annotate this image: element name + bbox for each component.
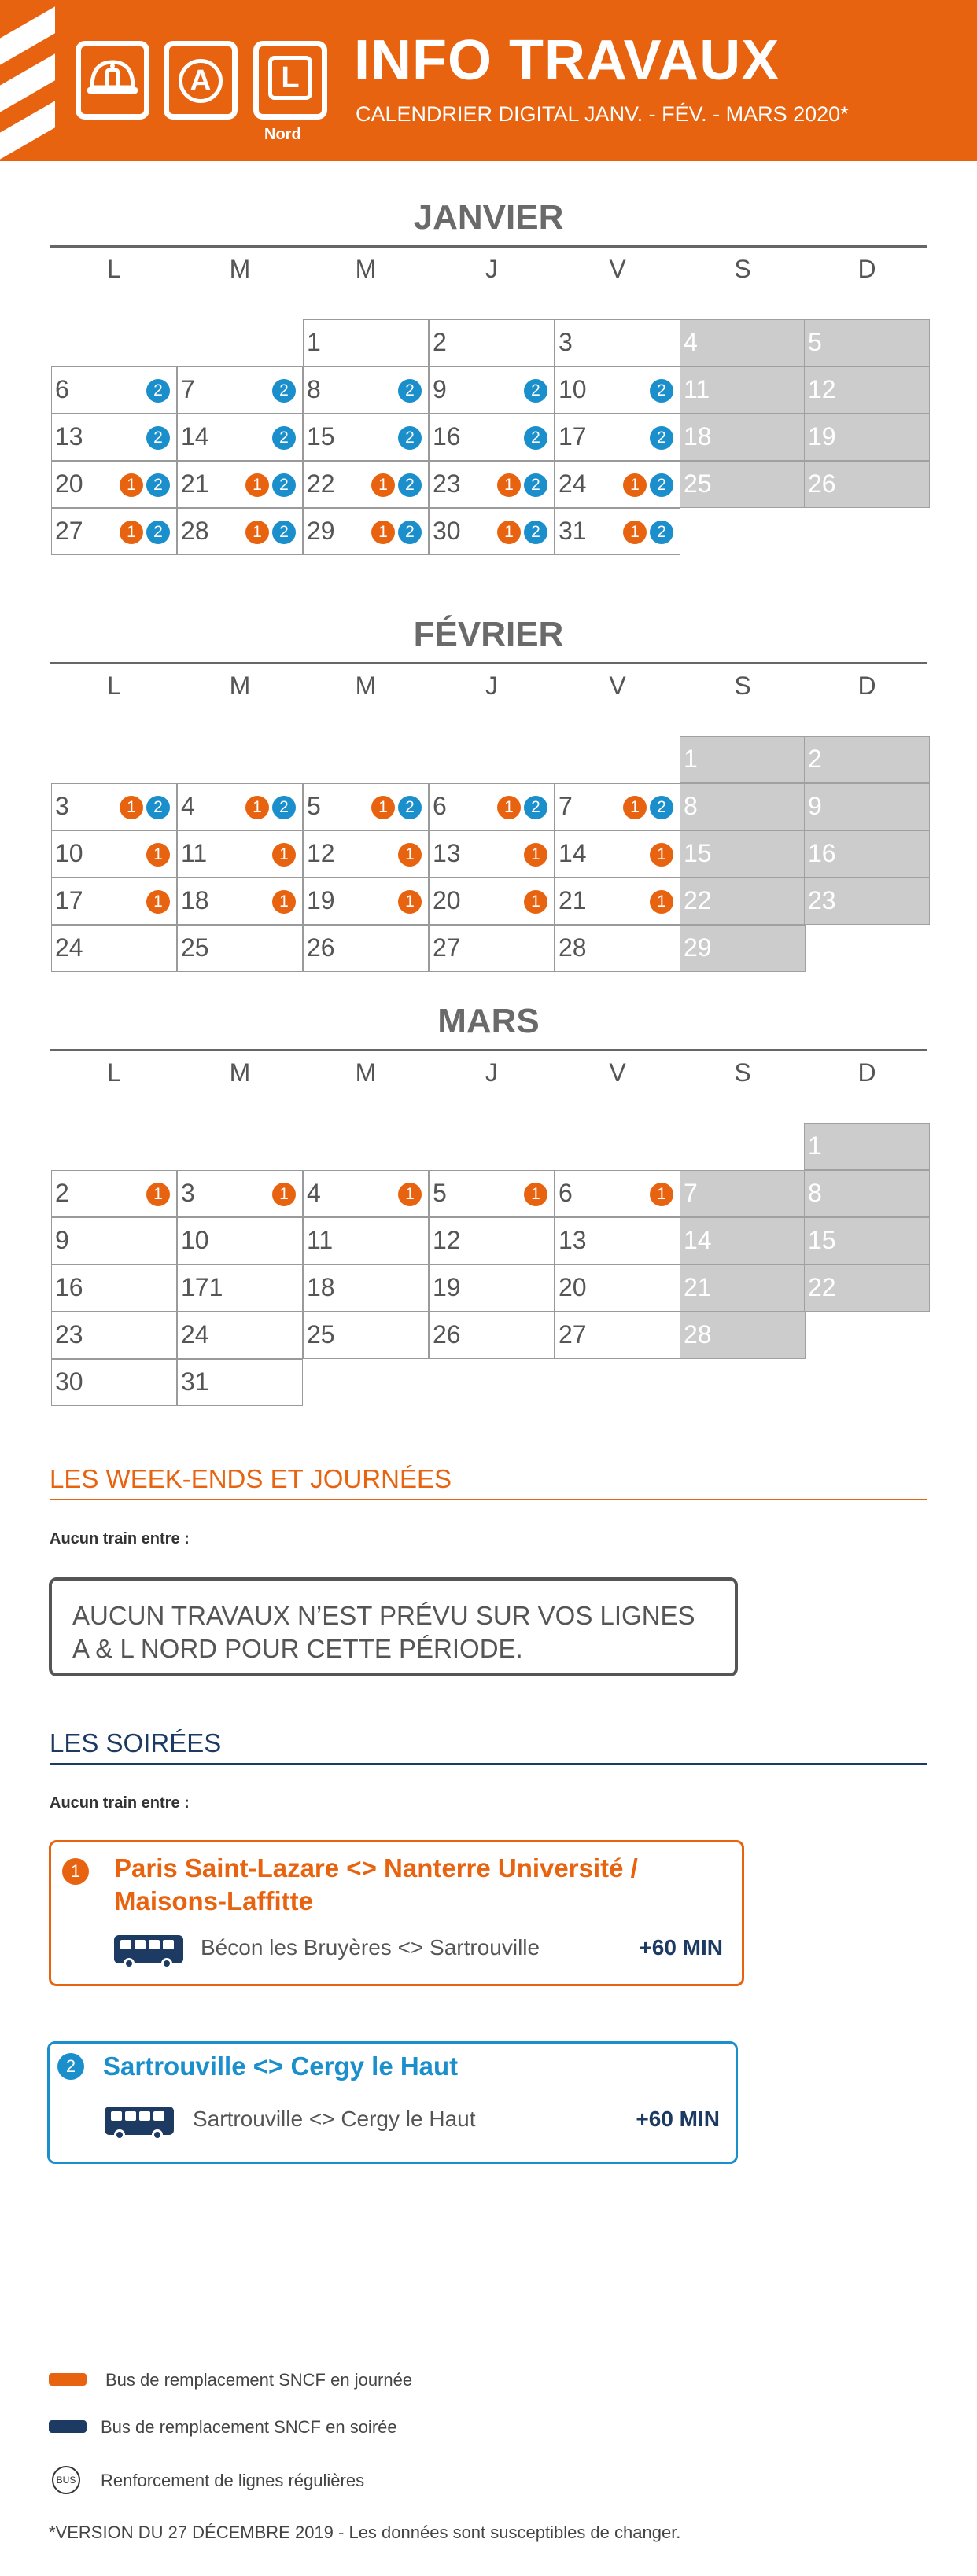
calendar-day <box>51 1264 177 1312</box>
line-2-badge: 2 <box>146 379 170 403</box>
calendar-day-weekend <box>804 461 930 508</box>
day-number: 9 <box>433 375 447 403</box>
line-2-badge: 2 <box>57 2053 84 2080</box>
calendar-day <box>429 830 555 878</box>
day-number: 26 <box>307 933 335 962</box>
day-number: 17 <box>55 886 83 914</box>
day-number: 20 <box>433 886 461 914</box>
day-number: 25 <box>307 1320 335 1349</box>
day-number: 4 <box>684 328 698 356</box>
calendar-day <box>555 508 680 555</box>
calendar-day <box>555 366 680 414</box>
evenings-section-rule <box>50 1763 927 1765</box>
calendar-day <box>303 1217 429 1264</box>
calendar-day <box>51 1170 177 1217</box>
route-title-line-2: Sartrouville <> Cergy le Haut <box>103 2052 459 2081</box>
weekday-header: D <box>857 255 876 283</box>
weekday-header: S <box>734 255 751 283</box>
day-number: 12 <box>808 375 836 403</box>
line-2-badge: 2 <box>398 473 422 497</box>
calendar-day <box>303 1312 429 1359</box>
day-number: 2 <box>55 1179 69 1207</box>
day-number: 25 <box>684 469 712 498</box>
day-number: 6 <box>559 1179 573 1207</box>
day-number: 9 <box>808 792 822 820</box>
calendar-day <box>51 925 177 972</box>
day-number: 30 <box>55 1367 83 1396</box>
day-number: 19 <box>307 886 335 914</box>
calendar-day <box>429 508 555 555</box>
calendar-day <box>429 878 555 925</box>
calendar-day <box>555 1312 680 1359</box>
calendar-day <box>303 830 429 878</box>
calendar-day-weekend <box>804 319 930 366</box>
calendar-day <box>555 414 680 461</box>
calendar-day <box>429 783 555 830</box>
line-l-caption: Nord <box>264 126 301 143</box>
day-number: 11 <box>307 1226 334 1254</box>
month-title: JANVIER <box>413 198 564 237</box>
day-number: 3 <box>181 1179 195 1207</box>
day-number: 1 <box>808 1132 822 1160</box>
page-title: INFO TRAVAUX <box>354 29 780 92</box>
calendar-day <box>555 461 680 508</box>
line-2-badge: 2 <box>650 426 673 450</box>
line-2-badge: 2 <box>146 473 170 497</box>
line-a-label: A <box>179 59 223 103</box>
line-2-badge: 2 <box>146 521 170 544</box>
calendar-day <box>555 319 680 366</box>
calendar-day-weekend <box>680 1170 806 1217</box>
calendar-day <box>177 1170 303 1217</box>
calendar-day-weekend <box>804 1123 930 1170</box>
day-number: 11 <box>684 375 710 403</box>
line-1-badge: 1 <box>650 1183 673 1206</box>
day-number: 13 <box>433 839 461 867</box>
line-1-badge: 1 <box>245 473 269 497</box>
line-1-badge: 1 <box>272 843 296 867</box>
weekday-header: V <box>609 255 626 283</box>
line-1-badge: 1 <box>650 843 673 867</box>
day-number: 19 <box>808 422 836 451</box>
line-1-badge: 1 <box>146 890 170 914</box>
weekday-header: M <box>229 672 251 700</box>
calendar-day-weekend <box>680 319 806 366</box>
day-number: 14 <box>181 422 209 451</box>
day-bus-icon <box>49 2373 87 2386</box>
calendar-day <box>177 508 303 555</box>
calendar-day-weekend <box>680 1264 806 1312</box>
line-2-badge: 2 <box>398 796 422 819</box>
line-2-badge: 2 <box>650 473 673 497</box>
weekday-header: S <box>734 1058 751 1087</box>
calendar-day <box>429 1312 555 1359</box>
calendar-day <box>303 319 429 366</box>
day-number: 31 <box>559 517 587 545</box>
line-1-badge: 1 <box>371 521 395 544</box>
calendar-day <box>303 1170 429 1217</box>
day-number: 16 <box>55 1273 83 1301</box>
line-1-badge: 1 <box>497 521 521 544</box>
line-2-badge: 2 <box>146 426 170 450</box>
weekday-header: D <box>857 1058 876 1087</box>
day-number: 30 <box>433 517 461 545</box>
line-2-badge: 2 <box>524 426 547 450</box>
weekends-section-title: LES WEEK-ENDS ET JOURNÉES <box>50 1464 452 1493</box>
day-number: 23 <box>433 469 461 498</box>
decorative-stripe <box>0 101 55 161</box>
day-number: 8 <box>808 1179 822 1207</box>
calendar-day-weekend <box>680 366 806 414</box>
calendar-day <box>429 414 555 461</box>
calendar-day <box>303 508 429 555</box>
day-number: 15 <box>307 422 335 451</box>
line-2-badge: 2 <box>524 473 547 497</box>
calendar-day <box>555 925 680 972</box>
legend-day-bus: Bus de remplacement SNCF en journée <box>105 2370 413 2390</box>
line-1-badge: 1 <box>398 1183 422 1206</box>
calendar-day <box>555 1264 680 1312</box>
calendar-day <box>177 461 303 508</box>
day-number: 5 <box>433 1179 447 1207</box>
line-1-badge: 1 <box>272 890 296 914</box>
calendar-day <box>51 366 177 414</box>
day-number: 3 <box>55 792 69 820</box>
evenings-section-subtitle: Aucun train entre : <box>50 1794 190 1812</box>
day-number: 7 <box>181 375 195 403</box>
calendar-day-weekend <box>680 1312 806 1359</box>
weekday-header: L <box>107 255 121 283</box>
calendar-day <box>303 414 429 461</box>
calendar-day <box>303 878 429 925</box>
line-1-badge: 1 <box>623 521 647 544</box>
line-2-badge: 2 <box>272 379 296 403</box>
line-2-badge: 2 <box>398 426 422 450</box>
line-1-badge: 1 <box>371 796 395 819</box>
day-number: 28 <box>559 933 587 962</box>
calendar-day-weekend <box>680 736 806 783</box>
calendar-day <box>555 783 680 830</box>
calendar-day <box>555 878 680 925</box>
weekday-header: M <box>229 1058 251 1087</box>
day-number: 28 <box>181 517 209 545</box>
weekday-header: M <box>355 255 377 283</box>
calendar-day-weekend <box>804 1217 930 1264</box>
legend-regular-lines: Renforcement de lignes régulières <box>101 2471 365 2490</box>
calendar-day <box>51 508 177 555</box>
weekday-header: V <box>609 1058 626 1087</box>
month-rule <box>50 245 927 248</box>
line-a-icon <box>164 41 238 120</box>
line-2-badge: 2 <box>650 796 673 819</box>
route-detail-line-1: Bécon les Bruyères <> Sartrouville <box>201 1935 540 1960</box>
line-1-badge: 1 <box>120 796 143 819</box>
evening-bus-icon <box>105 2107 174 2135</box>
calendar-day <box>51 830 177 878</box>
line-1-badge: 1 <box>524 1183 547 1206</box>
calendar-day-weekend <box>680 1217 806 1264</box>
calendar-day <box>303 925 429 972</box>
day-number: 21 <box>181 469 209 498</box>
route-title-line-1: Paris Saint-Lazare <> Nanterre Université / Maisons-Laffitte <box>114 1853 638 1915</box>
day-number: 20 <box>55 469 83 498</box>
weekday-header: L <box>107 672 121 700</box>
day-number: 2 <box>808 745 822 773</box>
calendar-day <box>555 830 680 878</box>
day-number: 13 <box>55 422 83 451</box>
calendar-day <box>429 925 555 972</box>
calendar-day-weekend <box>680 830 806 878</box>
line-1-badge: 1 <box>272 1183 296 1206</box>
day-number: 29 <box>684 933 712 962</box>
weekday-header: V <box>609 672 626 700</box>
day-number: 11 <box>181 839 208 867</box>
day-number: 12 <box>433 1226 461 1254</box>
route-delay-line-1: +60 MIN <box>639 1935 723 1960</box>
line-2-badge: 2 <box>524 379 547 403</box>
line-1-badge: 1 <box>120 521 143 544</box>
route-detail-line-2: Sartrouville <> Cergy le Haut <box>193 2107 476 2131</box>
calendar-day-weekend <box>804 366 930 414</box>
weekday-header: S <box>734 672 751 700</box>
day-number: 5 <box>307 792 321 820</box>
calendar-day <box>177 1264 303 1312</box>
day-number: 2 <box>433 328 447 356</box>
line-2-badge: 2 <box>398 379 422 403</box>
line-l-icon <box>253 41 327 120</box>
line-1-badge: 1 <box>497 796 521 819</box>
line-2-badge: 2 <box>272 796 296 819</box>
line-2-badge: 2 <box>272 426 296 450</box>
evening-bus-legend-icon <box>49 2420 87 2433</box>
calendar-day <box>51 1312 177 1359</box>
line-2-badge: 2 <box>650 521 673 544</box>
day-number: 13 <box>559 1226 587 1254</box>
route-card-line-2 <box>47 2041 738 2164</box>
day-number: 12 <box>307 839 335 867</box>
line-2-badge: 2 <box>146 796 170 819</box>
day-number: 4 <box>307 1179 321 1207</box>
line-1-badge: 1 <box>650 890 673 914</box>
calendar-day <box>177 783 303 830</box>
day-number: 18 <box>684 422 712 451</box>
calendar-day-weekend <box>804 783 930 830</box>
calendar-day <box>51 1217 177 1264</box>
day-number: 14 <box>559 839 587 867</box>
line-2-badge: 2 <box>272 521 296 544</box>
calendar-day-weekend <box>804 830 930 878</box>
evenings-section-title: LES SOIRÉES <box>50 1728 222 1757</box>
footnote: *VERSION DU 27 DÉCEMBRE 2019 - Les données sont susceptibles de changer. <box>49 2523 681 2542</box>
works-helmet-icon <box>76 41 149 120</box>
calendar-day <box>51 461 177 508</box>
day-number: 14 <box>684 1226 712 1254</box>
calendar-day-weekend <box>804 736 930 783</box>
calendar-day <box>429 319 555 366</box>
page-subtitle: CALENDRIER DIGITAL JANV. - FÉV. - MARS 2020* <box>356 102 849 126</box>
calendar-day <box>555 1170 680 1217</box>
calendar-day-weekend <box>804 414 930 461</box>
day-number: 3 <box>559 328 573 356</box>
weekday-header: J <box>485 1058 498 1087</box>
calendar-day <box>51 878 177 925</box>
line-2-badge: 2 <box>650 379 673 403</box>
calendar-day <box>555 1217 680 1264</box>
line-1-badge: 1 <box>398 843 422 867</box>
weekday-header: J <box>485 255 498 283</box>
day-number: 8 <box>684 792 698 820</box>
day-number: 10 <box>55 839 83 867</box>
day-number: 29 <box>307 517 335 545</box>
month-rule <box>50 1049 927 1051</box>
day-number: 31 <box>181 1367 209 1396</box>
day-number: 27 <box>559 1320 587 1349</box>
day-number: 18 <box>181 886 209 914</box>
day-number: 24 <box>55 933 83 962</box>
day-number: 17 <box>559 422 587 451</box>
calendar-day <box>177 925 303 972</box>
day-number: 19 <box>433 1273 461 1301</box>
line-1-badge: 1 <box>623 796 647 819</box>
line-1-badge: 1 <box>371 473 395 497</box>
calendar-day <box>429 1217 555 1264</box>
calendar-day <box>429 366 555 414</box>
day-number: 10 <box>559 375 587 403</box>
line-1-badge: 1 <box>398 890 422 914</box>
line-1-badge: 1 <box>524 843 547 867</box>
day-number: 16 <box>433 422 461 451</box>
weekday-header: J <box>485 672 498 700</box>
calendar-day <box>177 1359 303 1406</box>
line-2-badge: 2 <box>272 473 296 497</box>
calendar-day-weekend <box>680 461 806 508</box>
line-1-badge: 1 <box>245 796 269 819</box>
day-number: 26 <box>433 1320 461 1349</box>
evening-bus-icon <box>114 1935 183 1963</box>
line-2-badge: 2 <box>524 796 547 819</box>
day-number: 26 <box>808 469 836 498</box>
day-number: 1 <box>307 328 321 356</box>
day-number: 27 <box>55 517 83 545</box>
weekday-header: L <box>107 1058 121 1087</box>
calendar-day <box>429 461 555 508</box>
calendar-day-weekend <box>804 1170 930 1217</box>
legend-evening-bus: Bus de remplacement SNCF en soirée <box>101 2417 397 2437</box>
route-card-line-1 <box>49 1840 744 1986</box>
weekday-header: M <box>229 255 251 283</box>
day-number: 23 <box>55 1320 83 1349</box>
calendar-day <box>177 1312 303 1359</box>
header-banner <box>0 0 977 161</box>
day-number: 25 <box>181 933 209 962</box>
day-number: 4 <box>181 792 195 820</box>
calendar-day <box>51 783 177 830</box>
weekends-section-subtitle: Aucun train entre : <box>50 1530 190 1547</box>
day-number: 6 <box>55 375 69 403</box>
day-number: 15 <box>808 1226 836 1254</box>
day-number: 16 <box>808 839 836 867</box>
calendar-day-weekend <box>804 1264 930 1312</box>
calendar-day <box>303 366 429 414</box>
calendar-day <box>177 414 303 461</box>
line-1-badge: 1 <box>146 1183 170 1206</box>
day-number: 7 <box>684 1179 698 1207</box>
day-number: 23 <box>808 886 836 914</box>
line-1-badge: 1 <box>245 521 269 544</box>
day-number: 24 <box>559 469 587 498</box>
day-number: 1 <box>684 745 698 773</box>
day-number: 18 <box>307 1273 335 1301</box>
calendar-day-weekend <box>804 878 930 925</box>
line-1-badge: 1 <box>623 473 647 497</box>
calendar-day-weekend <box>680 925 806 972</box>
day-number: 27 <box>433 933 461 962</box>
calendar-day <box>429 1170 555 1217</box>
calendar-day <box>303 461 429 508</box>
calendar-day <box>303 783 429 830</box>
day-number: 24 <box>181 1320 209 1349</box>
day-number: 171 <box>181 1273 223 1301</box>
no-works-notice: AUCUN TRAVAUX N’EST PRÉVU SUR VOS LIGNES A & L NORD POUR CETTE PÉRIODE. <box>49 1577 738 1676</box>
day-number: 8 <box>307 375 321 403</box>
day-number: 22 <box>808 1273 836 1301</box>
calendar-day <box>51 414 177 461</box>
calendar-day-weekend <box>680 878 806 925</box>
day-number: 22 <box>684 886 712 914</box>
calendar-day <box>177 830 303 878</box>
calendar-day-weekend <box>680 414 806 461</box>
line-1-badge: 1 <box>524 890 547 914</box>
calendar-day <box>177 878 303 925</box>
day-number: 5 <box>808 328 822 356</box>
day-number: 28 <box>684 1320 712 1349</box>
day-number: 21 <box>559 886 587 914</box>
weekday-header: D <box>857 672 876 700</box>
day-number: 21 <box>684 1273 712 1301</box>
month-rule <box>50 662 927 664</box>
day-number: 6 <box>433 792 447 820</box>
month-title: MARS <box>437 1002 540 1040</box>
line-2-badge: 2 <box>398 521 422 544</box>
day-number: 7 <box>559 792 573 820</box>
regular-bus-icon: BUS <box>52 2466 80 2494</box>
month-title: FÉVRIER <box>413 615 564 653</box>
line-1-badge: 1 <box>120 473 143 497</box>
day-number: 22 <box>307 469 335 498</box>
route-delay-line-2: +60 MIN <box>636 2107 720 2131</box>
calendar-day-weekend <box>680 783 806 830</box>
weekday-header: M <box>355 672 377 700</box>
line-1-badge: 1 <box>146 843 170 867</box>
weekends-section-rule <box>50 1499 927 1500</box>
day-number: 15 <box>684 839 712 867</box>
calendar-day <box>429 1264 555 1312</box>
line-1-badge: 1 <box>497 473 521 497</box>
day-number: 9 <box>55 1226 69 1254</box>
line-1-badge: 1 <box>62 1858 89 1885</box>
calendar-day <box>177 366 303 414</box>
line-l-label: L <box>268 56 312 100</box>
calendar-day <box>177 1217 303 1264</box>
weekday-header: M <box>355 1058 377 1087</box>
day-number: 20 <box>559 1273 587 1301</box>
line-2-badge: 2 <box>524 521 547 544</box>
calendar-day <box>51 1359 177 1406</box>
calendar-day <box>303 1264 429 1312</box>
day-number: 10 <box>181 1226 209 1254</box>
